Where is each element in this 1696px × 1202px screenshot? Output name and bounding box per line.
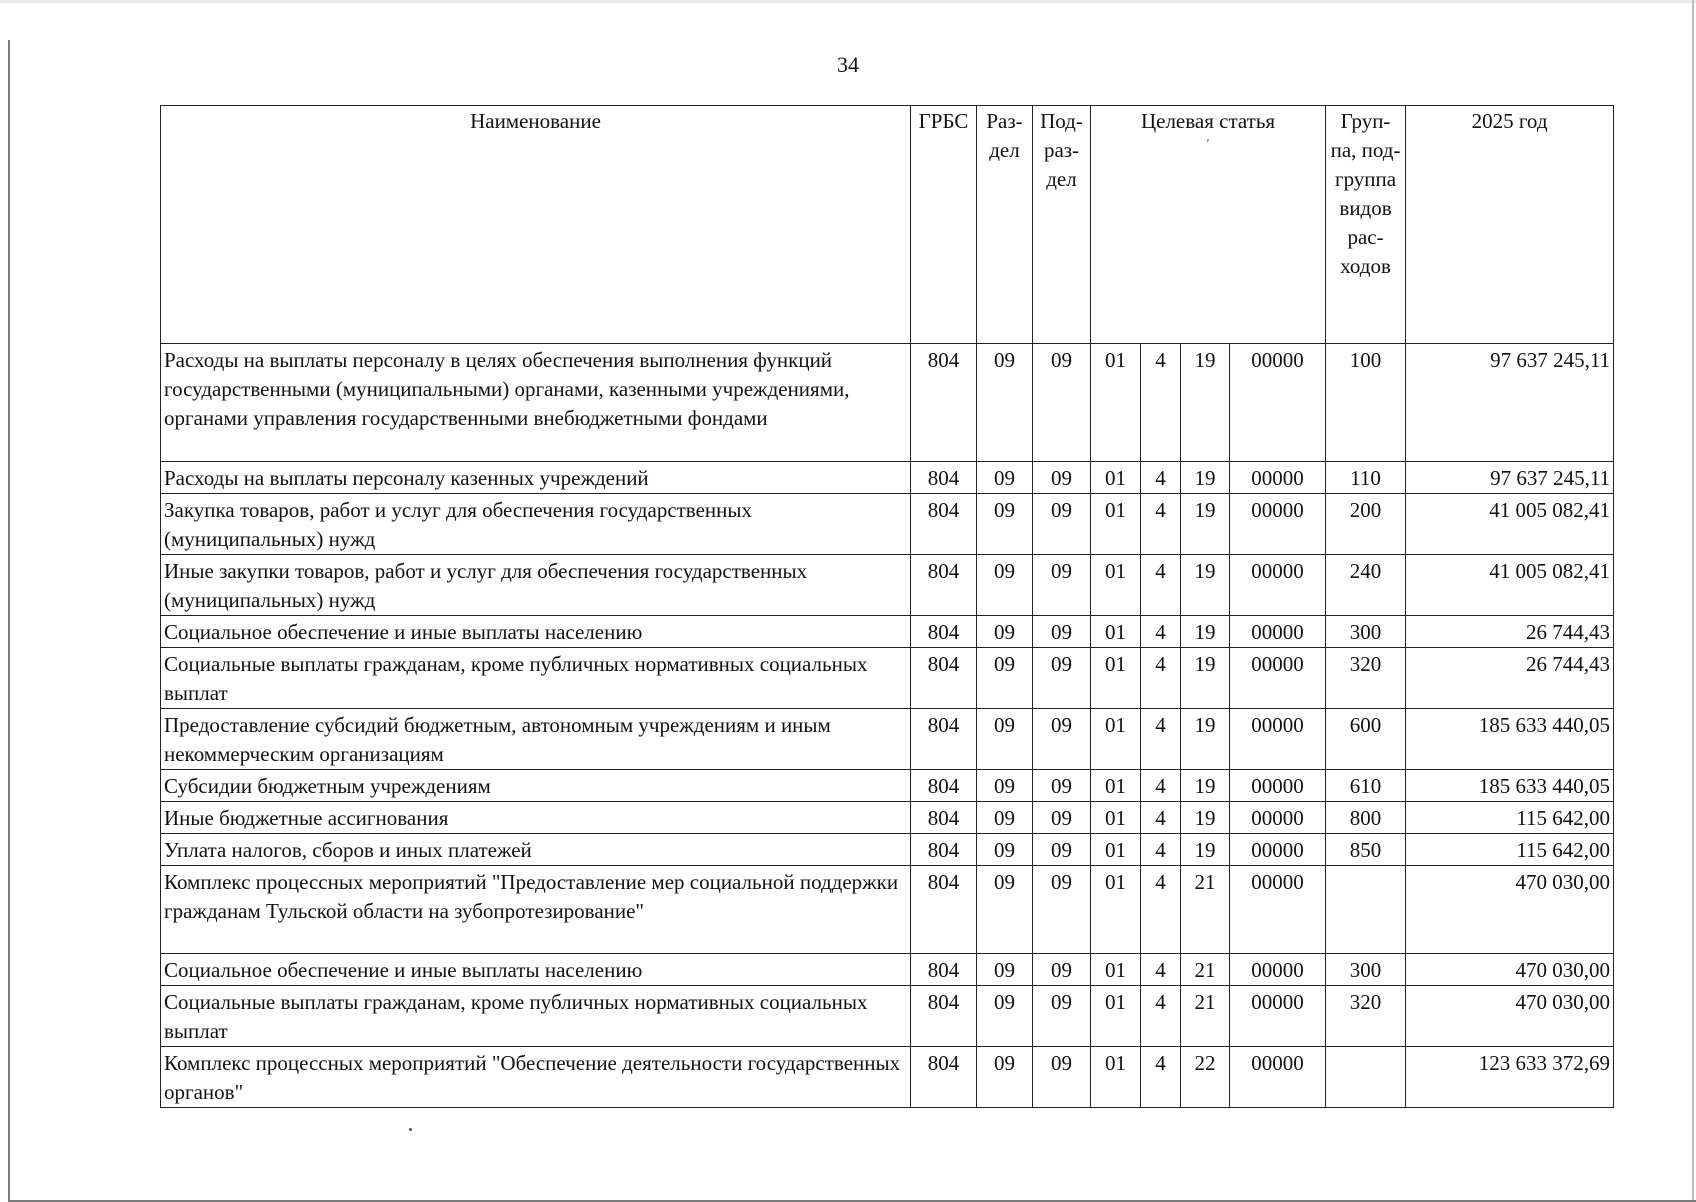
- row-amount-2025: 97 637 245,11: [1406, 462, 1614, 494]
- table-body: [161, 344, 1614, 1108]
- row-expense-group: 200: [1326, 494, 1406, 555]
- row-name: Расходы на выплаты персоналу в целях обеспечения выполнения функций государственными (муниципальными) органами, казенными учреждениями, органами управления государственными внебюджетными фондами: [161, 344, 911, 462]
- row-expense-group: 850: [1326, 834, 1406, 866]
- row-grbs: 804: [911, 494, 977, 555]
- table-row: [161, 709, 1614, 770]
- header-group: Груп- па, под- группа видов рас- ходов: [1326, 106, 1406, 344]
- header-target-article: [1091, 106, 1326, 344]
- row-grbs: 804: [911, 555, 977, 616]
- row-grbs: 804: [911, 1047, 977, 1108]
- row-razdel: 09: [977, 954, 1033, 986]
- row-podrazdel: 09: [1033, 648, 1091, 709]
- row-target-program: 01: [1091, 709, 1141, 770]
- row-target-code: 00000: [1230, 770, 1326, 802]
- row-target-code: 00000: [1230, 462, 1326, 494]
- page-number: 34: [837, 52, 859, 77]
- table-row: [161, 648, 1614, 709]
- row-razdel: 09: [977, 866, 1033, 954]
- row-target-type: 4: [1141, 954, 1181, 986]
- tick-mark: ʹ: [1206, 136, 1210, 150]
- header-year: 2025 год: [1406, 106, 1614, 344]
- row-target-complex: 19: [1181, 648, 1230, 709]
- table-row: [161, 555, 1614, 616]
- row-target-complex: 19: [1181, 802, 1230, 834]
- row-target-code: 00000: [1230, 555, 1326, 616]
- table-row: [161, 462, 1614, 494]
- row-target-code: 00000: [1230, 709, 1326, 770]
- row-target-program: 01: [1091, 1047, 1141, 1108]
- row-razdel: 09: [977, 770, 1033, 802]
- row-target-complex: 19: [1181, 616, 1230, 648]
- row-target-program: 01: [1091, 462, 1141, 494]
- row-grbs: 804: [911, 709, 977, 770]
- row-target-code: 00000: [1230, 834, 1326, 866]
- table-row: [161, 954, 1614, 986]
- row-target-complex: 19: [1181, 709, 1230, 770]
- row-razdel: 09: [977, 555, 1033, 616]
- row-expense-group: 110: [1326, 462, 1406, 494]
- row-podrazdel: 09: [1033, 462, 1091, 494]
- row-name: Расходы на выплаты персоналу казенных учреждений: [161, 462, 911, 494]
- row-amount-2025: 470 030,00: [1406, 986, 1614, 1047]
- row-grbs: 804: [911, 802, 977, 834]
- row-name: Уплата налогов, сборов и иных платежей: [161, 834, 911, 866]
- table-row: [161, 344, 1614, 462]
- row-target-code: 00000: [1230, 802, 1326, 834]
- row-grbs: 804: [911, 834, 977, 866]
- row-amount-2025: 115 642,00: [1406, 802, 1614, 834]
- table-row: [161, 494, 1614, 555]
- row-amount-2025: 115 642,00: [1406, 834, 1614, 866]
- scan-frame-right: [1692, 0, 1694, 1200]
- scan-speck: [409, 1128, 412, 1131]
- row-target-program: 01: [1091, 834, 1141, 866]
- row-podrazdel: 09: [1033, 866, 1091, 954]
- row-amount-2025: 185 633 440,05: [1406, 770, 1614, 802]
- row-name: Закупка товаров, работ и услуг для обеспечения государственных (муниципальных) нужд: [161, 494, 911, 555]
- row-target-complex: 19: [1181, 462, 1230, 494]
- row-razdel: 09: [977, 802, 1033, 834]
- table-row: [161, 770, 1614, 802]
- row-expense-group: 100: [1326, 344, 1406, 462]
- table-row: [161, 616, 1614, 648]
- row-name: Предоставление субсидий бюджетным, автономным учреждениям и иным некоммерческим организациям: [161, 709, 911, 770]
- header-razdel: Раз- дел: [977, 106, 1033, 344]
- row-podrazdel: 09: [1033, 616, 1091, 648]
- row-target-code: 00000: [1230, 344, 1326, 462]
- row-target-type: 4: [1141, 462, 1181, 494]
- row-target-type: 4: [1141, 802, 1181, 834]
- row-razdel: 09: [977, 834, 1033, 866]
- row-target-program: 01: [1091, 770, 1141, 802]
- row-grbs: 804: [911, 462, 977, 494]
- row-expense-group: 610: [1326, 770, 1406, 802]
- row-name: Иные бюджетные ассигнования: [161, 802, 911, 834]
- row-razdel: 09: [977, 462, 1033, 494]
- row-name: Социальные выплаты гражданам, кроме публичных нормативных социальных выплат: [161, 648, 911, 709]
- row-podrazdel: 09: [1033, 555, 1091, 616]
- row-target-type: 4: [1141, 986, 1181, 1047]
- row-target-program: 01: [1091, 866, 1141, 954]
- row-grbs: 804: [911, 616, 977, 648]
- row-target-program: 01: [1091, 648, 1141, 709]
- table-row: [161, 802, 1614, 834]
- row-target-code: 00000: [1230, 866, 1326, 954]
- row-amount-2025: 41 005 082,41: [1406, 555, 1614, 616]
- row-expense-group: 600: [1326, 709, 1406, 770]
- scan-frame-left: [8, 40, 10, 1202]
- row-razdel: 09: [977, 986, 1033, 1047]
- row-podrazdel: 09: [1033, 1047, 1091, 1108]
- row-amount-2025: 470 030,00: [1406, 866, 1614, 954]
- row-target-program: 01: [1091, 555, 1141, 616]
- row-podrazdel: 09: [1033, 834, 1091, 866]
- row-podrazdel: 09: [1033, 709, 1091, 770]
- budget-table: [160, 105, 1614, 1108]
- row-target-type: 4: [1141, 555, 1181, 616]
- row-expense-group: 240: [1326, 555, 1406, 616]
- row-expense-group: 300: [1326, 954, 1406, 986]
- row-grbs: 804: [911, 770, 977, 802]
- row-grbs: 804: [911, 954, 977, 986]
- row-grbs: 804: [911, 986, 977, 1047]
- row-razdel: 09: [977, 709, 1033, 770]
- row-target-type: 4: [1141, 834, 1181, 866]
- row-expense-group: 320: [1326, 648, 1406, 709]
- row-amount-2025: 41 005 082,41: [1406, 494, 1614, 555]
- row-amount-2025: 97 637 245,11: [1406, 344, 1614, 462]
- row-target-type: 4: [1141, 770, 1181, 802]
- row-target-type: 4: [1141, 866, 1181, 954]
- row-amount-2025: 26 744,43: [1406, 648, 1614, 709]
- row-target-code: 00000: [1230, 616, 1326, 648]
- row-target-type: 4: [1141, 709, 1181, 770]
- row-expense-group: [1326, 1047, 1406, 1108]
- row-razdel: 09: [977, 494, 1033, 555]
- table-row: [161, 1047, 1614, 1108]
- table-header-row: [161, 106, 1614, 344]
- row-grbs: 804: [911, 648, 977, 709]
- row-grbs: 804: [911, 344, 977, 462]
- table-row: [161, 834, 1614, 866]
- row-expense-group: 800: [1326, 802, 1406, 834]
- row-name: Комплекс процессных мероприятий "Предоставление мер социальной поддержки гражданам Тульской области на зубопротезирование": [161, 866, 911, 954]
- row-target-program: 01: [1091, 954, 1141, 986]
- row-target-complex: 21: [1181, 954, 1230, 986]
- row-name: Социальные выплаты гражданам, кроме публичных нормативных социальных выплат: [161, 986, 911, 1047]
- row-podrazdel: 09: [1033, 802, 1091, 834]
- row-target-complex: 19: [1181, 834, 1230, 866]
- row-grbs: 804: [911, 866, 977, 954]
- row-podrazdel: 09: [1033, 494, 1091, 555]
- row-expense-group: 320: [1326, 986, 1406, 1047]
- row-target-code: 00000: [1230, 494, 1326, 555]
- row-razdel: 09: [977, 1047, 1033, 1108]
- row-podrazdel: 09: [1033, 986, 1091, 1047]
- row-target-program: 01: [1091, 616, 1141, 648]
- row-target-complex: 21: [1181, 986, 1230, 1047]
- row-target-type: 4: [1141, 1047, 1181, 1108]
- row-target-program: 01: [1091, 344, 1141, 462]
- header-target-article-label: Целевая статья: [1140, 109, 1276, 133]
- header-podrazdel: Под- раз- дел: [1033, 106, 1091, 344]
- row-name: Социальное обеспечение и иные выплаты населению: [161, 616, 911, 648]
- row-target-program: 01: [1091, 494, 1141, 555]
- row-target-program: 01: [1091, 802, 1141, 834]
- row-target-complex: 21: [1181, 866, 1230, 954]
- row-target-complex: 19: [1181, 770, 1230, 802]
- row-amount-2025: 26 744,43: [1406, 616, 1614, 648]
- table-row: [161, 986, 1614, 1047]
- row-target-type: 4: [1141, 494, 1181, 555]
- row-target-type: 4: [1141, 344, 1181, 462]
- table-row: [161, 866, 1614, 954]
- row-target-complex: 22: [1181, 1047, 1230, 1108]
- row-razdel: 09: [977, 648, 1033, 709]
- row-amount-2025: 470 030,00: [1406, 954, 1614, 986]
- row-target-code: 00000: [1230, 1047, 1326, 1108]
- row-amount-2025: 185 633 440,05: [1406, 709, 1614, 770]
- row-podrazdel: 09: [1033, 344, 1091, 462]
- row-target-type: 4: [1141, 648, 1181, 709]
- row-target-complex: 19: [1181, 344, 1230, 462]
- row-expense-group: 300: [1326, 616, 1406, 648]
- row-expense-group: [1326, 866, 1406, 954]
- row-amount-2025: 123 633 372,69: [1406, 1047, 1614, 1108]
- header-grbs: ГРБС: [911, 106, 977, 344]
- row-target-code: 00000: [1230, 954, 1326, 986]
- row-name: Субсидии бюджетным учреждениям: [161, 770, 911, 802]
- row-name: Комплекс процессных мероприятий "Обеспечение деятельности государственных органов": [161, 1047, 911, 1108]
- row-target-complex: 19: [1181, 494, 1230, 555]
- row-name: Иные закупки товаров, работ и услуг для обеспечения государственных (муниципальных) нужд: [161, 555, 911, 616]
- row-target-program: 01: [1091, 986, 1141, 1047]
- row-razdel: 09: [977, 344, 1033, 462]
- row-name: Социальное обеспечение и иные выплаты населению: [161, 954, 911, 986]
- header-name: Наименование: [161, 106, 911, 344]
- row-target-complex: 19: [1181, 555, 1230, 616]
- row-target-type: 4: [1141, 616, 1181, 648]
- row-target-code: 00000: [1230, 986, 1326, 1047]
- row-target-code: 00000: [1230, 648, 1326, 709]
- row-podrazdel: 09: [1033, 954, 1091, 986]
- row-razdel: 09: [977, 616, 1033, 648]
- scan-edge-top: [0, 0, 1696, 3]
- row-podrazdel: 09: [1033, 770, 1091, 802]
